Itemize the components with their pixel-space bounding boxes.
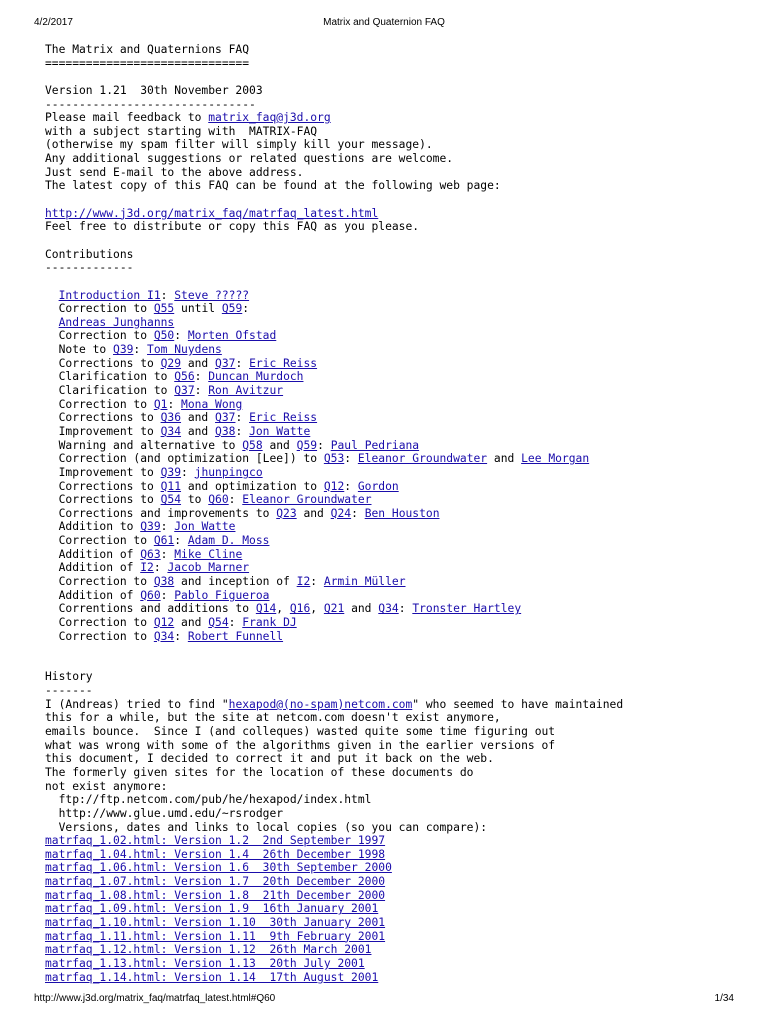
contributor-link[interactable]: Andreas Junghanns <box>58 315 175 329</box>
text-segment: Correction (and optimization [Lee]) to <box>45 452 324 466</box>
text-segment: emails bounce. Since I (and colleques) wasted quite some time figuring out <box>45 725 556 739</box>
text-segment: : <box>228 493 243 507</box>
contributor-link[interactable]: Eric Reiss <box>249 411 318 425</box>
text-segment: Correction to <box>45 574 154 588</box>
text-segment: : <box>160 288 175 302</box>
doc-line <box>45 807 745 821</box>
text-segment: I (Andreas) tried to find " <box>45 697 229 711</box>
text-segment: : <box>242 302 250 316</box>
version-link[interactable]: matrfaq_1.08.html: Version 1.8 21th December 2000 <box>45 888 386 902</box>
version-link[interactable]: matrfaq_1.02.html: Version 1.2 2nd September 1997 <box>45 834 386 848</box>
contributor-link[interactable]: Paul Pedriana <box>330 438 420 452</box>
doc-line <box>45 138 745 152</box>
doc-line <box>45 780 745 794</box>
text-segment: Addition of <box>45 588 141 602</box>
text-segment: : <box>133 343 148 357</box>
question-link[interactable]: Q63 <box>140 547 161 561</box>
contributor-link[interactable]: Steve ????? <box>174 288 250 302</box>
doc-line <box>45 875 745 889</box>
doc-line <box>45 616 745 630</box>
question-link[interactable]: Q55 <box>153 302 175 316</box>
doc-line <box>45 670 745 684</box>
text-segment: : <box>174 329 188 343</box>
text-segment: to <box>181 493 209 507</box>
blank-line <box>45 70 745 84</box>
text-segment: and <box>344 602 379 616</box>
question-link[interactable]: Q23 <box>276 506 297 520</box>
text-segment: Addition of <box>45 561 141 575</box>
doc-line <box>45 179 745 193</box>
doc-line <box>45 316 745 330</box>
contributor-link[interactable]: Armin Müller <box>323 574 406 588</box>
text-segment: Addition of <box>45 547 141 561</box>
doc-line <box>45 725 745 739</box>
doc-line <box>45 793 745 807</box>
doc-line <box>45 343 745 357</box>
question-link[interactable]: Q54 <box>208 615 229 629</box>
question-link[interactable]: Q34 <box>378 602 399 616</box>
contributor-link[interactable]: Adam D. Moss <box>187 534 270 548</box>
text-segment: : <box>235 424 250 438</box>
text-segment: : <box>160 520 175 534</box>
text-segment: and <box>174 615 209 629</box>
text-segment: History <box>45 670 93 684</box>
version-link[interactable]: matrfaq_1.14.html: Version 1.14 17th August 2001 <box>45 970 379 984</box>
doc-line <box>45 520 745 534</box>
text-segment: and <box>296 506 331 520</box>
doc-line <box>45 548 745 562</box>
text-segment: and inception of <box>174 574 297 588</box>
doc-line <box>45 943 745 957</box>
text-segment: Just send E-mail to the above address. <box>45 165 304 179</box>
text-segment: Correntions and additions to <box>45 602 256 616</box>
text-segment: http://www.glue.umd.edu/~rsrodger <box>45 806 284 820</box>
doc-line <box>45 916 745 930</box>
doc-line <box>45 698 745 712</box>
doc-line <box>45 43 745 57</box>
blank-line <box>45 234 745 248</box>
question-link[interactable]: Q39 <box>140 520 161 534</box>
text-segment: Contributions <box>45 247 134 261</box>
blank-line <box>45 657 745 671</box>
text-segment: Correction to <box>45 629 154 643</box>
doc-line <box>45 384 745 398</box>
text-segment: : <box>194 370 209 384</box>
doc-line <box>45 507 745 521</box>
text-segment: : <box>160 588 175 602</box>
text-segment: : <box>351 506 365 520</box>
text-segment: , <box>276 602 290 616</box>
doc-line <box>45 166 745 180</box>
text-segment: The Matrix and Quaternions FAQ <box>45 43 250 56</box>
contributor-link[interactable]: Eleanor Groundwater <box>357 452 488 466</box>
contributor-link[interactable]: Mona Wong <box>181 397 243 411</box>
question-link[interactable]: Q24 <box>330 506 352 520</box>
doc-line <box>45 493 745 507</box>
doc-line <box>45 439 745 453</box>
question-link[interactable]: Q29 <box>160 356 182 370</box>
doc-line <box>45 711 745 725</box>
question-link[interactable]: Q36 <box>160 411 182 425</box>
version-link[interactable]: matrfaq_1.07.html: Version 1.7 20th December 2000 <box>45 875 386 889</box>
text-segment: : <box>181 465 195 479</box>
text-segment: Corrections to <box>45 479 161 493</box>
doc-line <box>45 289 745 303</box>
text-segment: Feel free to distribute or copy this FAQ as you please. <box>45 220 420 234</box>
doc-line <box>45 152 745 166</box>
doc-line <box>45 821 745 835</box>
doc-line <box>45 480 745 494</box>
doc-line <box>45 766 745 780</box>
doc-line <box>45 425 745 439</box>
doc-line <box>45 357 745 371</box>
doc-line <box>45 125 745 139</box>
text-segment: Clarification to <box>45 384 175 398</box>
print-date: 4/2/2017 <box>34 17 73 28</box>
question-link[interactable]: Q14 <box>255 602 277 616</box>
text-segment: (otherwise my spam filter will simply kill your message). <box>45 138 433 152</box>
text-segment: : <box>228 615 243 629</box>
question-link[interactable]: Q56 <box>174 370 195 384</box>
text-segment: not exist anymore: <box>45 779 168 793</box>
text-segment: ------------------------------- <box>45 97 256 111</box>
question-link[interactable]: Q37 <box>174 384 195 398</box>
question-link[interactable]: Q50 <box>153 329 175 343</box>
question-link[interactable]: Q61 <box>153 534 175 548</box>
text-segment: Correction to <box>45 615 154 629</box>
question-link[interactable]: Q12 <box>323 479 345 493</box>
doc-line <box>45 534 745 548</box>
text-segment: ftp://ftp.netcom.com/pub/he/hexapod/index.html <box>45 793 372 807</box>
text-segment: Corrections and improvements to <box>45 506 277 520</box>
contributor-link[interactable]: Duncan Murdoch <box>208 370 304 384</box>
doc-line <box>45 602 745 616</box>
contributor-link[interactable]: Eleanor Groundwater <box>242 493 372 507</box>
text-segment: : <box>153 561 168 575</box>
version-link[interactable]: matrfaq_1.11.html: Version 1.11 9th February 2001 <box>45 929 386 943</box>
version-link[interactable]: matrfaq_1.13.html: Version 1.13 20th July 2001 <box>45 956 365 970</box>
contributor-link[interactable]: Pablo Figueroa <box>174 588 270 602</box>
text-segment <box>45 289 59 302</box>
text-segment: Correction to <box>45 534 154 548</box>
version-link[interactable]: matrfaq_1.06.html: Version 1.6 30th September 2000 <box>45 861 392 875</box>
doc-line <box>45 739 745 753</box>
text-segment <box>45 316 59 329</box>
text-segment: Please mail feedback to <box>45 111 209 125</box>
question-link[interactable]: I2 <box>140 561 154 575</box>
doc-line <box>45 971 745 985</box>
text-segment: : <box>160 547 175 561</box>
text-segment: : <box>344 479 358 493</box>
doc-line <box>45 834 745 848</box>
doc-line <box>45 861 745 875</box>
text-segment: Correction to <box>45 302 154 316</box>
text-segment: and <box>262 438 297 452</box>
contributor-link[interactable]: Ron Avitzur <box>208 384 284 398</box>
text-segment: and <box>487 452 522 466</box>
question-link[interactable]: Q38 <box>153 574 175 588</box>
contributor-link[interactable]: jhunpingco <box>194 465 263 479</box>
text-segment: Note to <box>45 343 114 357</box>
text-segment: The latest copy of this FAQ can be found at the following web page: <box>45 179 501 193</box>
text-segment: ------------- <box>45 261 134 275</box>
text-segment: Addition to <box>45 520 141 534</box>
link-introduction-i1[interactable]: Introduction I1 <box>58 288 161 302</box>
text-segment: The formerly given sites for the location of these documents do <box>45 765 474 779</box>
contributor-link[interactable]: Lee Morgan <box>521 452 590 466</box>
text-segment: and optimization to <box>181 479 324 493</box>
contributor-link[interactable]: Jacob Marner <box>167 561 250 575</box>
doc-line <box>45 248 745 262</box>
print-title: Matrix and Quaternion FAQ <box>323 17 445 28</box>
question-link[interactable]: Q39 <box>160 465 182 479</box>
doc-line <box>45 561 745 575</box>
question-link[interactable]: Q54 <box>160 493 182 507</box>
question-link[interactable]: Q16 <box>289 602 311 616</box>
text-segment: until <box>174 302 222 316</box>
doc-line <box>45 589 745 603</box>
page-number: 1/34 <box>714 993 734 1004</box>
text-segment: Warning and alternative to <box>45 438 243 452</box>
text-segment: Corrections to <box>45 493 161 507</box>
question-link[interactable]: Q60 <box>140 588 161 602</box>
text-segment: : <box>167 397 182 411</box>
contributor-link[interactable]: Morten Ofstad <box>187 329 277 343</box>
doc-line <box>45 466 745 480</box>
question-link[interactable]: Q34 <box>153 629 175 643</box>
text-segment: and <box>181 424 216 438</box>
text-segment: ============================== <box>45 56 250 70</box>
version-link[interactable]: matrfaq_1.04.html: Version 1.4 26th December 1998 <box>45 847 386 861</box>
text-segment: : <box>235 411 250 425</box>
text-segment: this for a while, but the site at netcom.com doesn't exist anymore, <box>45 711 501 725</box>
text-segment: and <box>181 411 216 425</box>
doc-line <box>45 207 745 221</box>
contributor-link[interactable]: Robert Funnell <box>187 629 284 643</box>
hexapod-email-link[interactable]: hexapod@(no-spam)netcom.com <box>228 697 413 711</box>
doc-line <box>45 261 745 275</box>
text-segment: Improvement to <box>45 424 161 438</box>
text-segment: : <box>317 438 331 452</box>
feedback-email-link[interactable]: matrix_faq@j3d.org <box>208 111 331 125</box>
question-link[interactable]: Q1 <box>153 397 168 411</box>
text-segment: with a subject starting with MATRIX-FAQ <box>45 124 318 138</box>
doc-line <box>45 848 745 862</box>
text-segment: : <box>174 629 188 643</box>
version-link[interactable]: matrfaq_1.12.html: Version 1.12 26th March 2001 <box>45 943 372 957</box>
question-link[interactable]: Q37 <box>215 411 236 425</box>
text-segment: Versions, dates and links to local copies (so you can compare): <box>45 820 488 834</box>
text-segment: " who seemed to have maintained <box>412 697 624 711</box>
contributor-link[interactable]: Ben Houston <box>364 506 440 520</box>
text-segment: Improvement to <box>45 465 161 479</box>
contributor-link[interactable]: Eric Reiss <box>249 356 318 370</box>
doc-line <box>45 752 745 766</box>
doc-line <box>45 684 745 698</box>
text-segment: and <box>181 356 216 370</box>
question-link[interactable]: Q21 <box>323 602 345 616</box>
text-segment: ------- <box>45 684 93 698</box>
text-segment: Correction to <box>45 397 154 411</box>
contributor-link[interactable]: Tronster Hartley <box>412 602 522 616</box>
doc-line <box>45 98 745 112</box>
question-link[interactable]: Q37 <box>215 356 236 370</box>
version-link[interactable]: matrfaq_1.10.html: Version 1.10 30th January 2001 <box>45 916 386 929</box>
text-segment: Clarification to <box>45 370 175 384</box>
doc-line <box>45 302 745 316</box>
doc-line <box>45 575 745 589</box>
question-link[interactable]: Q53 <box>323 452 345 466</box>
text-segment: : <box>344 452 358 466</box>
doc-line <box>45 930 745 944</box>
doc-line <box>45 398 745 412</box>
doc-line <box>45 889 745 903</box>
doc-line <box>45 957 745 971</box>
question-link[interactable]: Q59 <box>221 302 243 316</box>
question-link[interactable]: Q39 <box>113 343 134 357</box>
text-segment: : <box>194 384 209 398</box>
blank-line <box>45 643 745 657</box>
question-link[interactable]: Q58 <box>242 438 263 452</box>
question-link[interactable]: Q59 <box>296 438 318 452</box>
blank-line <box>45 193 745 207</box>
question-link[interactable]: Q34 <box>160 424 182 438</box>
text-segment: this document, I decided to correct it and put it back on the web. <box>45 752 494 766</box>
faq-document <box>45 43 745 984</box>
text-segment: Corrections to <box>45 356 161 370</box>
question-link[interactable]: Q12 <box>153 615 175 629</box>
question-link[interactable]: Q11 <box>160 479 182 493</box>
contributor-link[interactable]: Jon Watte <box>174 520 236 534</box>
doc-line <box>45 84 745 98</box>
doc-line <box>45 370 745 384</box>
text-segment: Corrections to <box>45 411 161 425</box>
doc-line <box>45 111 745 125</box>
doc-line <box>45 57 745 71</box>
contributor-link[interactable]: Mike Cline <box>174 547 243 561</box>
text-segment: : <box>235 356 250 370</box>
question-link[interactable]: Q60 <box>208 493 229 507</box>
text-segment: Correction to <box>45 329 154 343</box>
contributor-link[interactable]: Tom Nuydens <box>147 343 222 357</box>
print-url: http://www.j3d.org/matrix_faq/matrfaq_latest.html#Q60 <box>34 993 276 1004</box>
text-segment: what was wrong with some of the algorithms given in the earlier versions of <box>45 738 556 752</box>
contributor-link[interactable]: Gordon <box>357 479 399 493</box>
doc-line <box>45 902 745 916</box>
text-segment: , <box>310 602 324 616</box>
question-link[interactable]: Q38 <box>215 424 236 438</box>
doc-line <box>45 452 745 466</box>
contributor-link[interactable]: Frank DJ <box>242 615 297 629</box>
version-link[interactable]: matrfaq_1.09.html: Version 1.9 16th January 2001 <box>45 902 379 916</box>
text-segment: : <box>174 534 188 548</box>
text-segment: Any additional suggestions or related questions are welcome. <box>45 152 454 166</box>
blank-line <box>45 275 745 289</box>
text-segment: Version 1.21 30th November 2003 <box>45 83 263 97</box>
doc-line <box>45 630 745 644</box>
doc-line <box>45 411 745 425</box>
doc-line <box>45 329 745 343</box>
latest-faq-link[interactable]: http://www.j3d.org/matrix_faq/matrfaq_latest.html <box>45 206 379 220</box>
question-link[interactable]: I2 <box>296 574 311 588</box>
contributor-link[interactable]: Jon Watte <box>249 424 311 438</box>
doc-line <box>45 220 745 234</box>
text-segment: : <box>398 602 413 616</box>
text-segment: : <box>310 574 324 588</box>
